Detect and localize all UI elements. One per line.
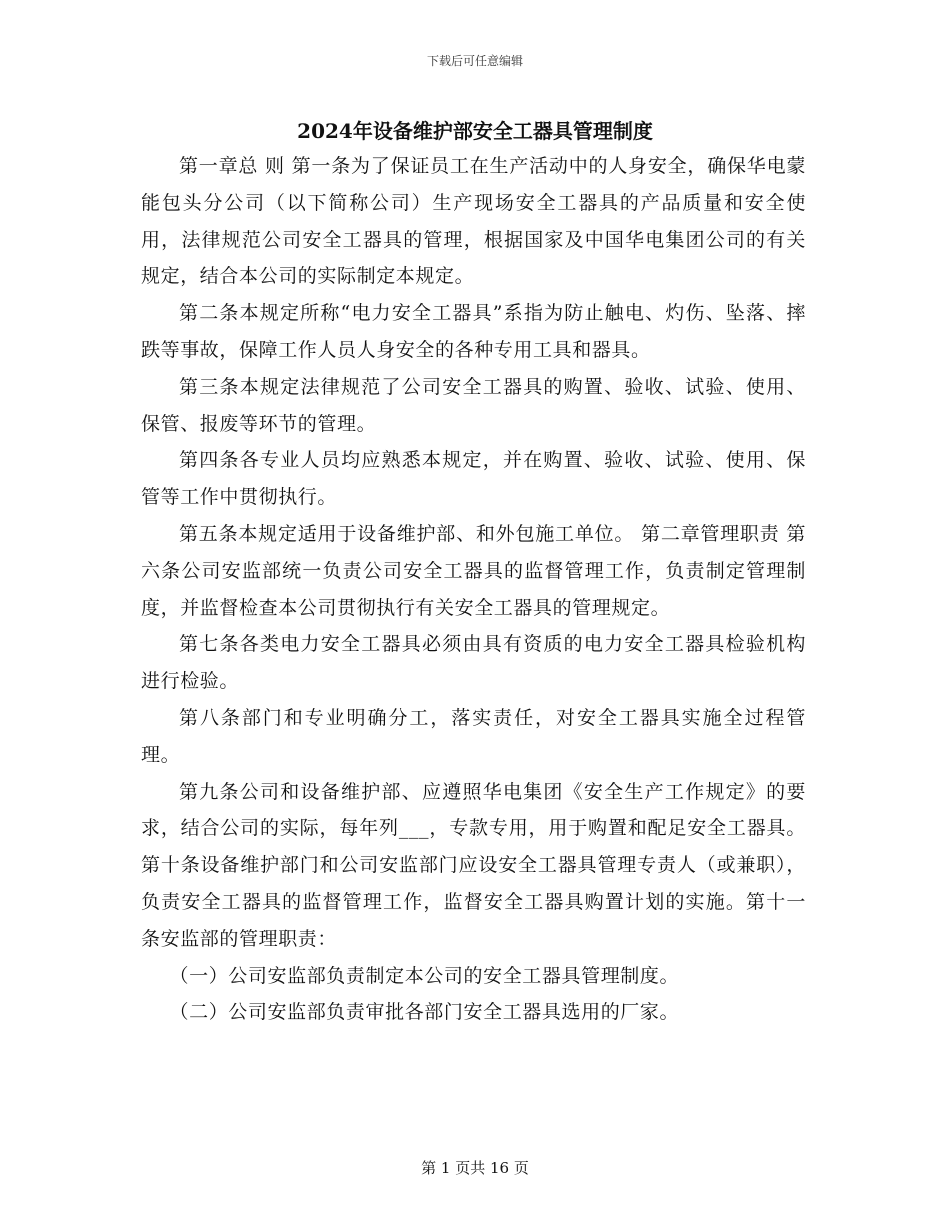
list-item-1: （一）公司安监部负责制定本公司的安全工器具管理制度。 (169, 964, 680, 987)
paragraph-article-1: 第一章总 则 第一条为了保证员工在生产活动中的人身安全，确保华电蒙能包头分公司（以下简称公司）生产现场安全工器具的产品质量和安全使用，法律规范公司安全工器具的管理，根据国家及中国华电集团公司的有关规定，结合本公司的实际制定本规定。 (141, 155, 806, 288)
paragraph-article-2: 第二条本规定所称“电力安全工器具”系指为防止触电、灼伤、坠落、摔跌等事故，保障工作人员人身安全的各种专用工具和器具。 (141, 302, 806, 361)
paragraph-article-7: 第七条各类电力安全工器具必须由具有资质的电力安全工器具检验机构进行检验。 (141, 633, 806, 693)
paragraph-article-9-11: 第九条公司和设备维护部、应遵照华电集团《安全生产工作规定》的要求，结合公司的实际，每年列___，专款专用，用于购置和配足安全工器具。第十条设备维护部门和公司安监部门应设安全工器具管理专责人（或兼职），负责安全工器具的监督管理工作，监督安全工器具购置计划的实施。第十一条安监部的管理职责： (141, 780, 806, 950)
list-item-2: （二）公司安监部负责审批各部门安全工器具选用的厂家。 (169, 1001, 680, 1024)
page-number: 第 1 页共 16 页 (421, 1159, 529, 1177)
page-header-note: 下载后可任意编辑 (426, 54, 523, 68)
paragraph-article-5-6: 第五条本规定适用于设备维护部、和外包施工单位。 第二章管理职责 第六条公司安监部统一负责公司安全工器具的监督管理工作，负责制定管理制度，并监督检查本公司贯彻执行有关安全工器具的管理规定。 (141, 522, 806, 619)
paragraph-article-4: 第四条各专业人员均应熟悉本规定，并在购置、验收、试验、使用、保管等工作中贯彻执行。 (141, 449, 806, 509)
document-body (141, 148, 806, 1031)
paragraph-article-3: 第三条本规定法律规范了公司安全工器具的购置、验收、试验、使用、保管、报废等环节的管理。 (141, 375, 806, 435)
document-title: 2024年设备维护部安全工器具管理制度 (297, 119, 653, 143)
paragraph-article-8: 第八条部门和专业明确分工，落实责任，对安全工器具实施全过程管理。 (141, 706, 806, 766)
